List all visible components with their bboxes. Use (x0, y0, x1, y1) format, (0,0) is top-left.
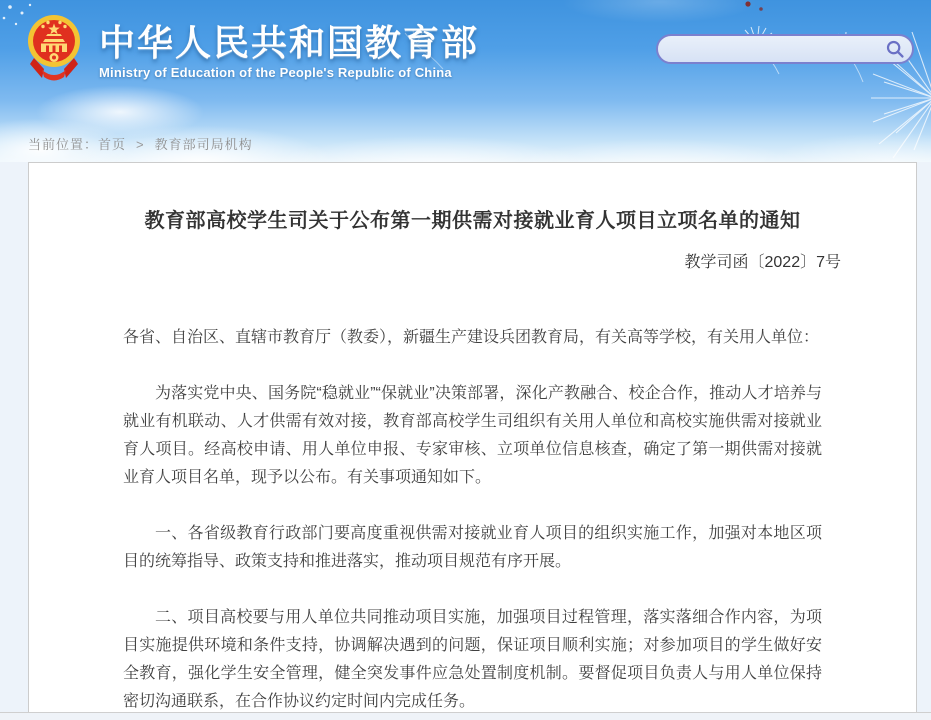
document-panel (28, 162, 917, 712)
search-bar[interactable] (656, 34, 914, 64)
paragraph-3: 二、项目高校要与用人单位共同推动项目实施，加强项目过程管理，落实落细合作内容，为项目实施提供环境和条件支持，协调解决遇到的问题，保证项目顺利实施；对参加项目的学生做好安全教育，强化学生安全管理，健全突发事件应急处置制度机制。要督促项目负责人与用人单位保持密切沟通联系，在合作协议约定时间内完成任务。 (123, 609, 822, 710)
document-number: 教学司函〔2022〕7号 (684, 254, 841, 271)
breadcrumb (28, 134, 253, 153)
search-input[interactable] (658, 36, 882, 62)
salutation-line: 各省、自治区、直辖市教育厅（教委），新疆生产建设兵团教育局，有关高等学校，有关用人单位： (123, 329, 820, 346)
page-bottom-band (0, 712, 931, 720)
national-emblem-icon (27, 14, 81, 82)
document-body (29, 324, 916, 716)
paragraph-1: 为落实党中央、国务院“稳就业”“保就业”决策部署，深化产教融合、校企合作，推动人才培养与就业有机联动、人才供需有效对接，教育部高校学生司组织有关用人单位和高校实施供需对接就业育人项目。经高校申请、用人单位申报、专家审核、立项单位信息核查，确定了第一期供需对接就业育人项目名单，现予以公布。有关事项通知如下。 (123, 385, 822, 486)
search-button[interactable] (882, 36, 908, 62)
magnifier-icon (885, 39, 905, 59)
site-subtitle: Ministry of Education of the People's Republic of China (99, 65, 452, 80)
site-title: 中华人民共和国教育部 (99, 22, 480, 63)
breadcrumb-prefix: 当前位置： (28, 137, 99, 152)
document-title: 教育部高校学生司关于公布第一期供需对接就业育人项目立项名单的通知 (144, 210, 801, 232)
site-header (0, 0, 931, 162)
breadcrumb-separator: > (136, 137, 145, 152)
breadcrumb-home-link[interactable]: 首页 (98, 137, 127, 152)
paragraph-2: 一、各省级教育行政部门要高度重视供需对接就业育人项目的组织实施工作，加强对本地区项目的统筹指导、政策支持和推进落实，推动项目规范有序开展。 (123, 525, 822, 570)
site-title-block (99, 24, 479, 80)
breadcrumb-section-link[interactable]: 教育部司局机构 (154, 137, 253, 152)
